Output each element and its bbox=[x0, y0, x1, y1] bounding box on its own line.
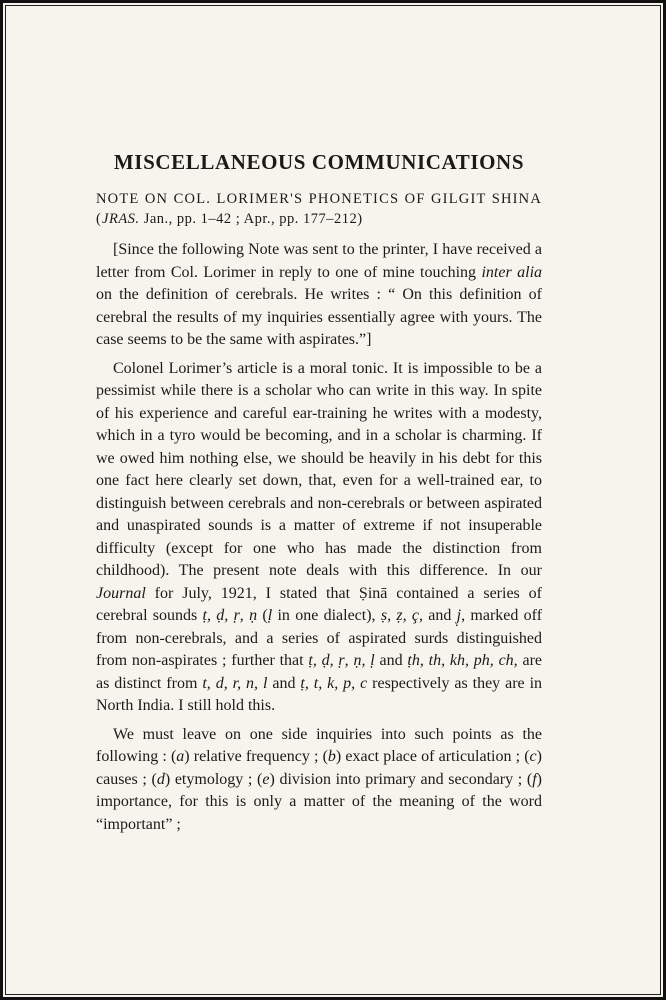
italic-run: e bbox=[262, 770, 270, 788]
text-run: on the definition of cerebrals. He writes : “ On this definition of cerebral the results of my inquiries essentially agree with yours. The case seems to be the same with aspirates.”] bbox=[96, 286, 542, 348]
italic-run: ṭ, ḍ, ṛ, ṇ bbox=[202, 607, 258, 624]
note-title-prefix: NOTE ON COL. LORIMER'S PHONETICS OF GILGIT SHINA ( bbox=[96, 191, 542, 227]
italic-run: b bbox=[327, 748, 336, 765]
italic-run: a bbox=[176, 748, 185, 765]
text-run: ) etymology ; ( bbox=[164, 770, 263, 788]
text-run: ) exact place of articulation ; ( bbox=[335, 748, 530, 765]
italic-run: ḷ bbox=[267, 607, 273, 624]
text-run: and bbox=[422, 607, 457, 624]
italic-run: c bbox=[529, 748, 537, 765]
note-title bbox=[96, 189, 542, 229]
text-run: , marked off from non-cerebrals, and a series of aspirated surds distinguished from non-aspirates ; further that bbox=[96, 607, 543, 669]
text-run: ( bbox=[257, 607, 268, 624]
italic-run: t, d, r, n, l bbox=[202, 674, 268, 692]
text-run: respectively as they are in North India. I still hold this. bbox=[96, 674, 543, 714]
italic-run: Journal bbox=[96, 584, 146, 602]
text-run: for July, 1921, I stated that Ṣinā contained a series of cerebral sounds bbox=[96, 584, 542, 624]
note-title-refs: Jan., pp. 1–42 ; Apr., pp. 177–212) bbox=[139, 211, 363, 227]
note-title-journal: JRAS. bbox=[102, 211, 140, 227]
italic-run: inter alia bbox=[481, 263, 543, 281]
article-body bbox=[96, 150, 542, 836]
italic-run: j̣ bbox=[456, 607, 462, 624]
italic-run: ṭ, ḍ, ṛ, ṇ, ḷ bbox=[308, 652, 375, 669]
italic-run: ṭ, t, k, p, c bbox=[300, 674, 368, 692]
text-run: ) causes ; ( bbox=[96, 748, 542, 788]
text-run: and bbox=[374, 652, 408, 669]
text-run: ) relative frequency ; ( bbox=[184, 748, 328, 765]
text-run: ) importance, for this is only a matter of the meaning of the word “important” ; bbox=[96, 770, 542, 833]
text-run: and bbox=[267, 674, 301, 692]
paragraph-inquiries bbox=[96, 724, 542, 837]
text-run: ) division into primary and secondary ; ( bbox=[269, 770, 533, 788]
text-run: [Since the following Note was sent to the printer, I have received a letter from Col. Lorimer in reply to one of mine touching bbox=[96, 241, 542, 281]
text-run: in one dialect), bbox=[272, 607, 381, 624]
text-run: are as distinct from bbox=[96, 652, 543, 692]
paragraph-editorial-note bbox=[96, 239, 542, 352]
italic-run: f bbox=[532, 770, 537, 788]
paragraph-main bbox=[96, 358, 542, 718]
italic-run: ṣ, ẓ, ç, bbox=[380, 607, 423, 624]
section-heading: MISCELLANEOUS COMMUNICATIONS bbox=[113, 150, 525, 174]
italic-run: d bbox=[156, 770, 165, 788]
italic-run: ṭh, th, kh, ph, ch, bbox=[407, 652, 518, 669]
text-run: We must leave on one side inquiries into such points as the following : ( bbox=[96, 725, 542, 765]
text-run: Colonel Lorimer’s article is a moral tonic. It is impossible to be a pessimist while there is a scholar who can write in this way. In spite of his experience and careful ear-training he writes with a modesty, which in a tyro would be becoming, and in a scholar is charming. If we owed him nothing else, we should be heavily in his debt for this one fact here clearly set down, that, even for a well-trained ear, to distinguish between cerebrals and non-cerebrals or between aspirated and unaspirated sounds is a matter of extreme if not insuperable difficulty (except for one who has made the distinction from childhood). The present note deals with this difference. In our bbox=[96, 359, 542, 579]
